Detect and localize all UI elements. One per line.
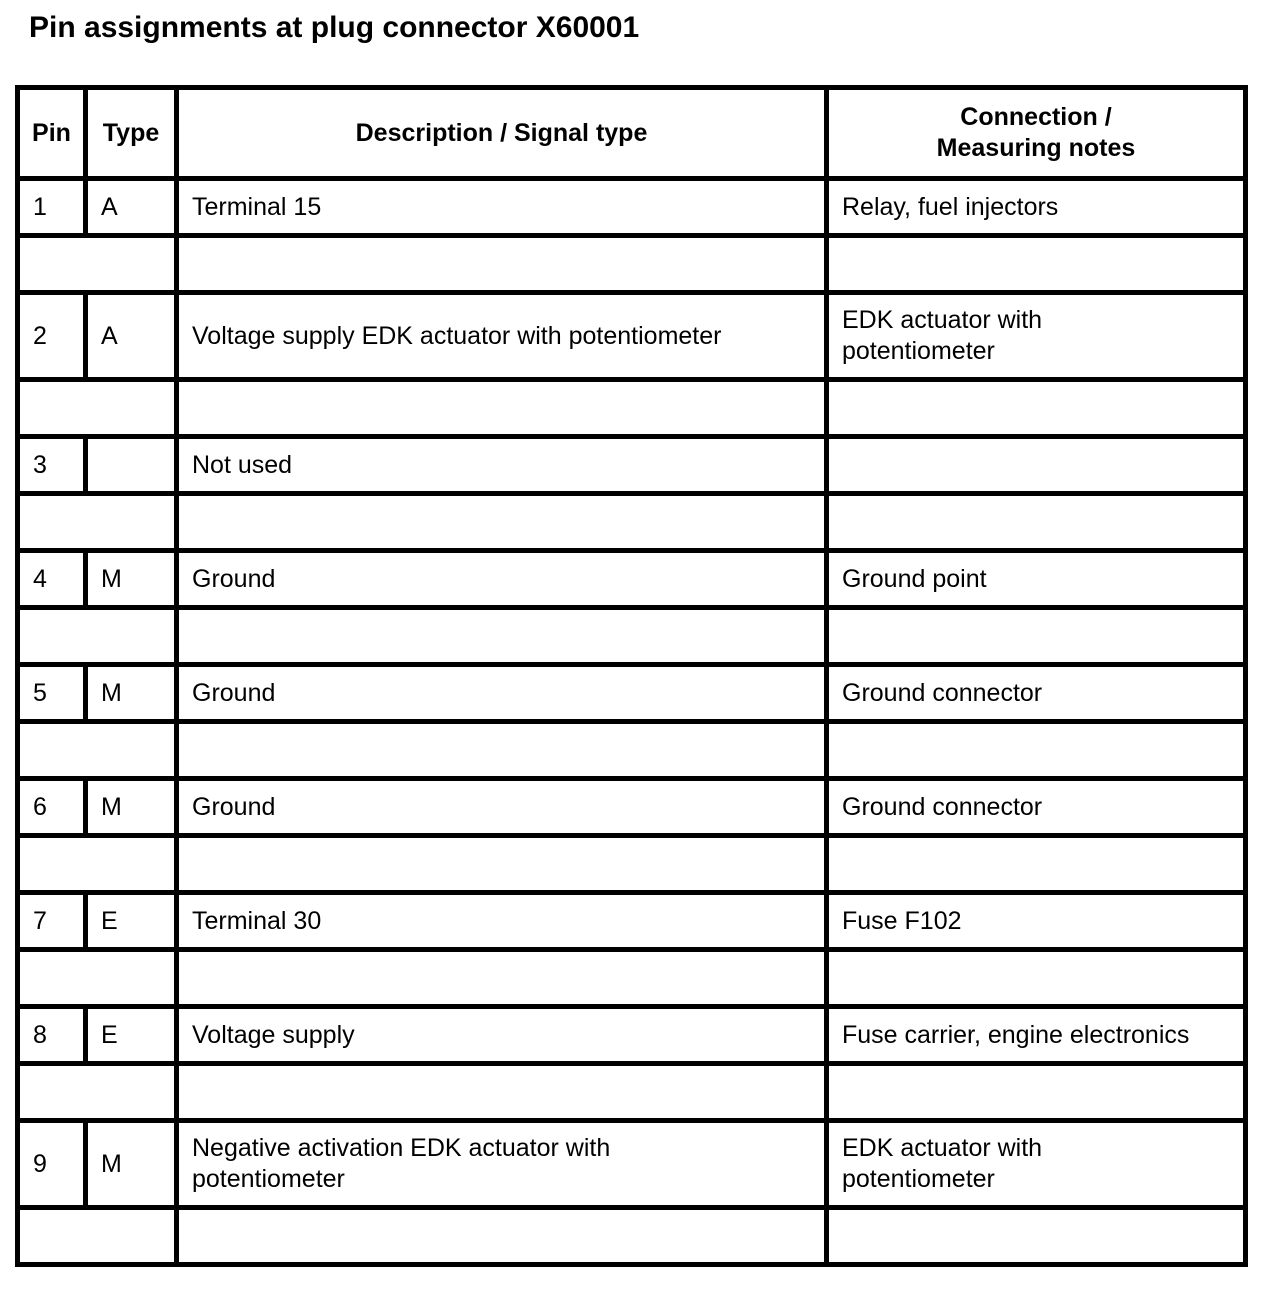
spacer-row bbox=[18, 1064, 1246, 1121]
spacer-cell bbox=[177, 836, 827, 893]
header-type: Type bbox=[86, 88, 177, 179]
pin-cell: 3 bbox=[18, 437, 86, 494]
spacer-cell bbox=[18, 236, 177, 293]
connection-cell bbox=[827, 437, 1246, 494]
spacer-cell bbox=[18, 494, 177, 551]
spacer-cell bbox=[827, 722, 1246, 779]
header-pin: Pin bbox=[18, 88, 86, 179]
spacer-row bbox=[18, 1208, 1246, 1265]
spacer-cell bbox=[18, 950, 177, 1007]
type-cell: E bbox=[86, 1007, 177, 1064]
connection-cell: Ground point bbox=[827, 551, 1246, 608]
pin-cell: 8 bbox=[18, 1007, 86, 1064]
spacer-row bbox=[18, 836, 1246, 893]
spacer-cell bbox=[18, 380, 177, 437]
header-description: Description / Signal type bbox=[177, 88, 827, 179]
spacer-cell bbox=[18, 836, 177, 893]
page-title: Pin assignments at plug connector X60001 bbox=[29, 11, 640, 44]
connection-line1: EDK actuator with bbox=[842, 1134, 1043, 1162]
spacer-cell bbox=[18, 722, 177, 779]
header-row bbox=[18, 88, 1246, 179]
header-connection bbox=[827, 88, 1246, 179]
connection-cell: Fuse carrier, engine electronics bbox=[827, 1007, 1246, 1064]
pin-cell: 1 bbox=[18, 179, 86, 236]
spacer-cell bbox=[177, 236, 827, 293]
spacer-cell bbox=[18, 1208, 177, 1265]
table-row bbox=[18, 179, 1246, 236]
connection-line2: potentiometer bbox=[842, 1165, 995, 1193]
table-row bbox=[18, 893, 1246, 950]
description-cell: Voltage supply bbox=[177, 1007, 827, 1064]
spacer-row bbox=[18, 380, 1246, 437]
connection-line1: EDK actuator with bbox=[842, 306, 1043, 334]
spacer-cell bbox=[827, 380, 1246, 437]
type-cell bbox=[86, 437, 177, 494]
pin-cell: 2 bbox=[18, 293, 86, 380]
description-line2: potentiometer bbox=[192, 1165, 345, 1193]
spacer-cell bbox=[177, 494, 827, 551]
connection-cell bbox=[827, 293, 1246, 380]
table-row bbox=[18, 1121, 1246, 1208]
spacer-cell bbox=[827, 836, 1246, 893]
header-connection-line2: Measuring notes bbox=[936, 134, 1136, 162]
description-cell: Ground bbox=[177, 551, 827, 608]
spacer-cell bbox=[177, 1064, 827, 1121]
spacer-cell bbox=[177, 950, 827, 1007]
type-cell: E bbox=[86, 893, 177, 950]
table-row bbox=[18, 779, 1246, 836]
spacer-row bbox=[18, 494, 1246, 551]
spacer-cell bbox=[827, 494, 1246, 551]
spacer-row bbox=[18, 236, 1246, 293]
spacer-cell bbox=[177, 1208, 827, 1265]
description-cell: Not used bbox=[177, 437, 827, 494]
description-cell bbox=[177, 1121, 827, 1208]
header-connection-line1: Connection / bbox=[960, 103, 1112, 131]
pin-cell: 5 bbox=[18, 665, 86, 722]
type-cell: M bbox=[86, 665, 177, 722]
spacer-row bbox=[18, 950, 1246, 1007]
connection-cell: Ground connector bbox=[827, 665, 1246, 722]
type-cell: M bbox=[86, 1121, 177, 1208]
spacer-cell bbox=[827, 1208, 1246, 1265]
type-cell: M bbox=[86, 779, 177, 836]
connection-cell: Ground connector bbox=[827, 779, 1246, 836]
description-line1: Negative activation EDK actuator with bbox=[192, 1134, 611, 1162]
table-row bbox=[18, 551, 1246, 608]
table-row bbox=[18, 293, 1246, 380]
connection-cell bbox=[827, 1121, 1246, 1208]
connection-line2: potentiometer bbox=[842, 337, 995, 365]
spacer-cell bbox=[827, 608, 1246, 665]
description-cell: Ground bbox=[177, 665, 827, 722]
description-cell: Terminal 30 bbox=[177, 893, 827, 950]
pin-cell: 6 bbox=[18, 779, 86, 836]
type-cell: A bbox=[86, 179, 177, 236]
type-cell: A bbox=[86, 293, 177, 380]
spacer-cell bbox=[177, 380, 827, 437]
spacer-cell bbox=[18, 1064, 177, 1121]
pin-cell: 7 bbox=[18, 893, 86, 950]
spacer-cell bbox=[827, 1064, 1246, 1121]
table-row bbox=[18, 1007, 1246, 1064]
description-cell: Terminal 15 bbox=[177, 179, 827, 236]
description-cell: Ground bbox=[177, 779, 827, 836]
pin-cell: 4 bbox=[18, 551, 86, 608]
connection-cell: Fuse F102 bbox=[827, 893, 1246, 950]
type-cell: M bbox=[86, 551, 177, 608]
spacer-row bbox=[18, 722, 1246, 779]
spacer-cell bbox=[18, 608, 177, 665]
spacer-cell bbox=[177, 722, 827, 779]
spacer-row bbox=[18, 608, 1246, 665]
table-row bbox=[18, 665, 1246, 722]
pin-cell: 9 bbox=[18, 1121, 86, 1208]
description-cell: Voltage supply EDK actuator with potentiometer bbox=[177, 293, 827, 380]
spacer-cell bbox=[827, 236, 1246, 293]
spacer-cell bbox=[827, 950, 1246, 1007]
table-row bbox=[18, 437, 1246, 494]
connection-cell: Relay, fuel injectors bbox=[827, 179, 1246, 236]
pin-assignment-table bbox=[15, 85, 1248, 1267]
spacer-cell bbox=[177, 608, 827, 665]
